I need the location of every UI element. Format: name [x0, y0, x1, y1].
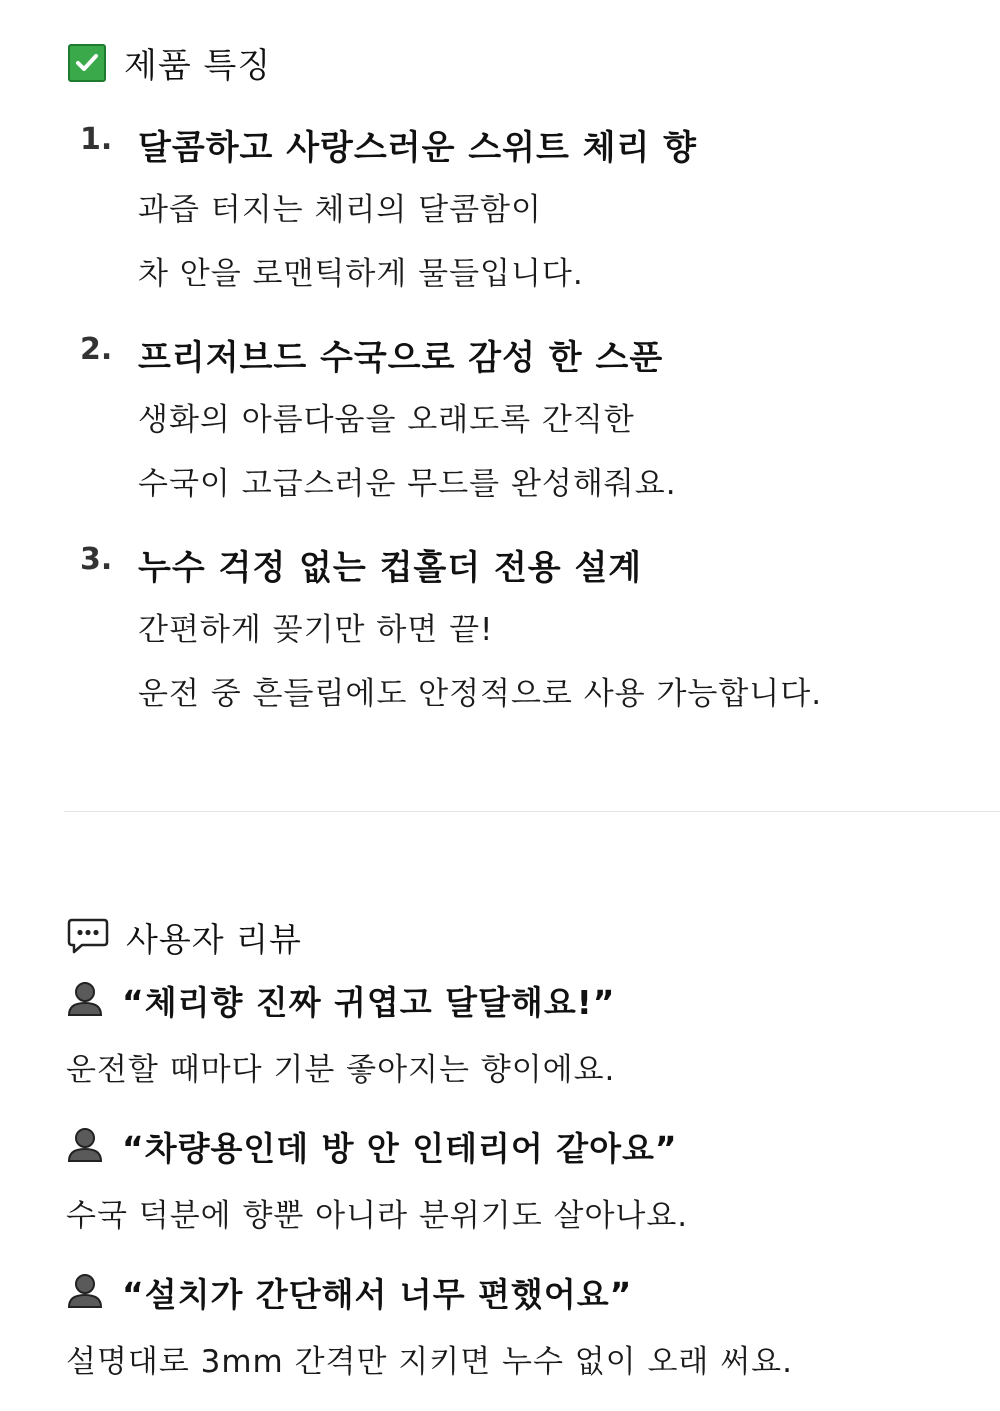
- review-quote: “설치가 간단해서 너무 편했어요”: [122, 1274, 633, 1314]
- person-icon: [66, 979, 104, 1021]
- review-quote: “차량용인데 방 안 인테리어 같아요”: [122, 1128, 678, 1168]
- section-divider: [64, 811, 1000, 812]
- feature-description-line: 운전 중 흔들림에도 안정적으로 사용 가능합니다.: [138, 676, 823, 712]
- person-icon: [66, 1125, 104, 1167]
- review-item-1: [66, 978, 615, 1089]
- feature-description-line: 차 안을 로맨틱하게 물들입니다.: [138, 256, 584, 292]
- feature-title: 프리저브드 수국으로 감성 한 스푼: [138, 338, 664, 378]
- feature-description-line: 수국이 고급스러운 무드를 완성해줘요.: [138, 466, 677, 502]
- feature-number: 3.: [80, 542, 113, 577]
- feature-description-line: 과즙 터지는 체리의 달콤함이: [138, 192, 542, 228]
- person-icon: [66, 1271, 104, 1313]
- feature-number: 1.: [80, 122, 113, 157]
- speech-bubble-icon: [66, 916, 110, 960]
- features-heading: [68, 38, 271, 87]
- review-item-3: [66, 1270, 793, 1381]
- feature-description-line: 간편하게 꽂기만 하면 끝!: [138, 612, 494, 648]
- feature-title: 달콤하고 사랑스러운 스위트 체리 향: [138, 128, 698, 168]
- reviews-heading: [66, 914, 302, 961]
- reviews-heading-label: 사용자 리뷰: [126, 920, 302, 959]
- feature-title: 누수 걱정 없는 컵홀더 전용 설계: [138, 548, 643, 588]
- check-mark-icon: [68, 44, 106, 82]
- review-body: 운전할 때마다 기분 좋아지는 향이에요.: [66, 1052, 616, 1088]
- features-heading-label: 제품 특징: [124, 46, 272, 86]
- feature-description-line: 생화의 아름다움을 오래도록 간직한: [138, 402, 635, 438]
- review-item-2: [66, 1124, 688, 1235]
- review-quote: “체리향 진짜 귀엽고 달달해요!”: [122, 982, 616, 1022]
- feature-number: 2.: [80, 332, 113, 367]
- review-body: 수국 덕분에 향뿐 아니라 분위기도 살아나요.: [66, 1198, 689, 1234]
- review-body: 설명대로 3mm 간격만 지키면 누수 없이 오래 써요.: [66, 1344, 793, 1380]
